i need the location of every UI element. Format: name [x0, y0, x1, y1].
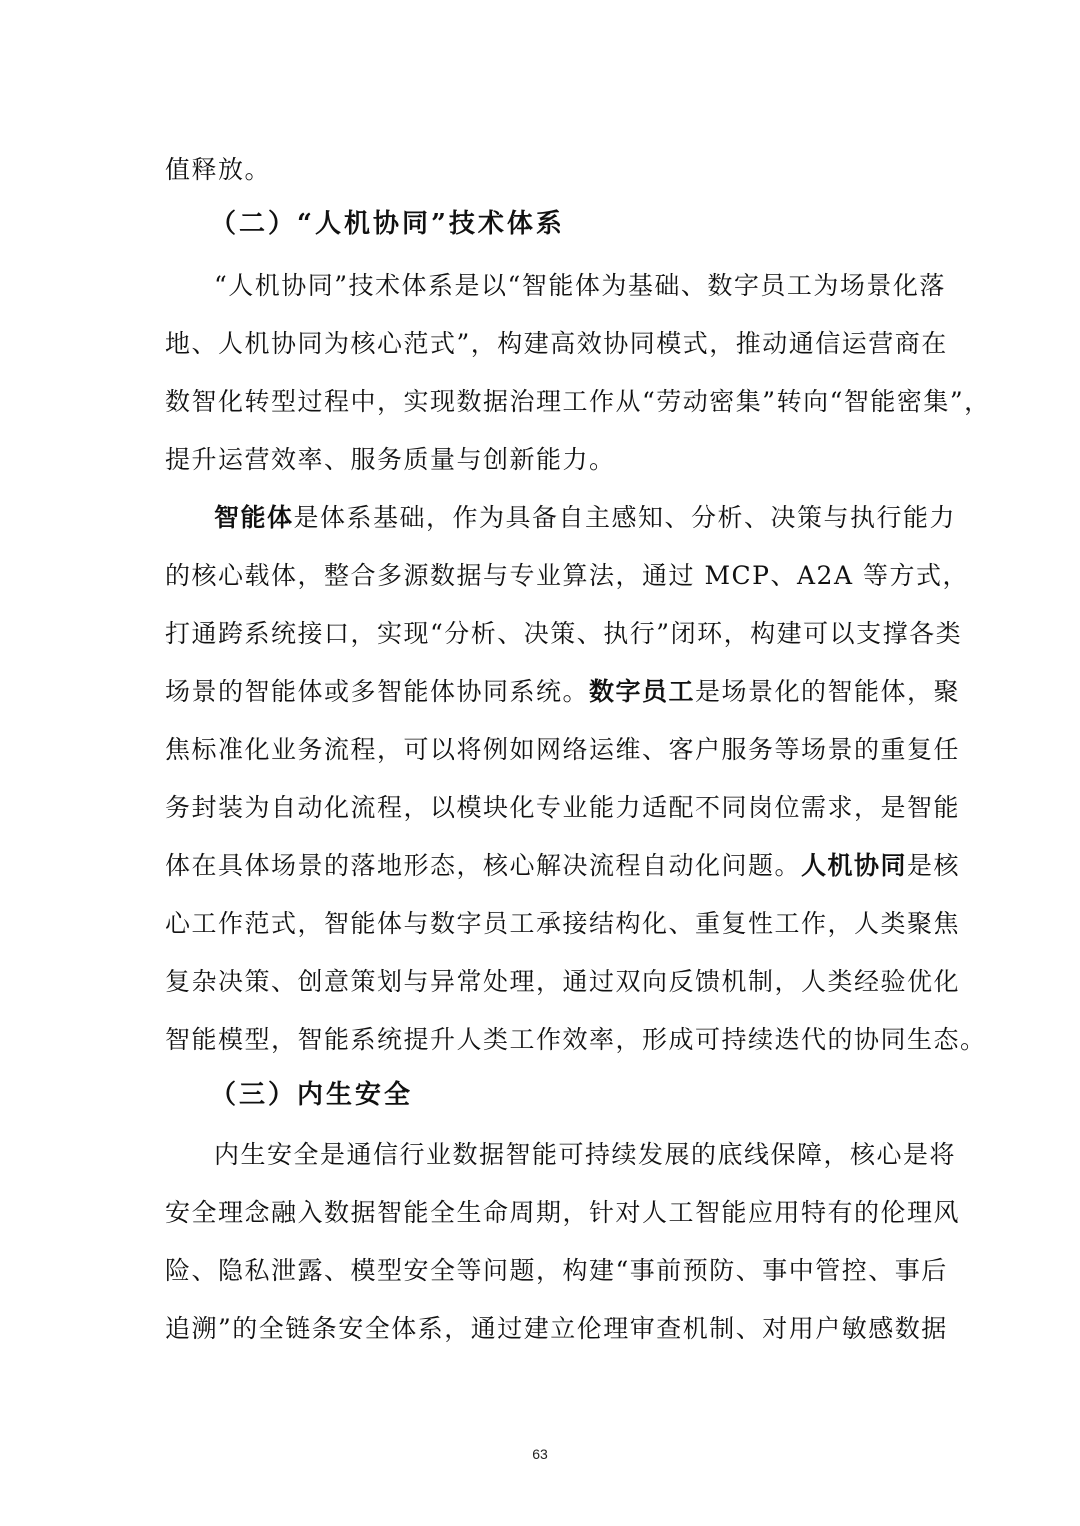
text-line: 内生安全是通信行业数据智能可持续发展的底线保障，核心是将	[214, 1140, 957, 1169]
text-span: 场景的智能体或多智能体协同系统。	[165, 677, 590, 706]
section-heading-3: （三）内生安全	[210, 1080, 414, 1110]
text-line: 焦标准化业务流程，可以将例如网络运维、客户服务等场景的重复任	[165, 735, 961, 764]
text-line: 追溯”的全链条安全体系，通过建立伦理审查机制、对用户敏感数据	[165, 1314, 948, 1343]
section-heading-2: （二）“人机协同”技术体系	[210, 209, 565, 239]
text-line: 数智化转型过程中，实现数据治理工作从“劳动密集”转向“智能密集”，	[165, 387, 991, 416]
text-line: 打通跨系统接口，实现“分析、决策、执行”闭环，构建可以支撑各类	[165, 619, 963, 648]
text-line: 安全理念融入数据智能全生命周期，针对人工智能应用特有的伦理风	[165, 1198, 961, 1227]
text-line: 提升运营效率、服务质量与创新能力。	[165, 445, 616, 474]
text-line: “人机协同”技术体系是以“智能体为基础、数字员工为场景化落	[214, 271, 946, 300]
text-line: 务封装为自动化流程，以模块化专业能力适配不同岗位需求，是智能	[165, 793, 961, 822]
text-span: 体在具体场景的落地形态，核心解决流程自动化问题。	[165, 851, 802, 880]
text-line: 的核心载体，整合多源数据与专业算法，通过 MCP、A2A 等方式，	[165, 561, 969, 590]
page-number: 63	[532, 1446, 548, 1462]
text-line: 心工作范式，智能体与数字员工承接结构化、重复性工作，人类聚焦	[165, 909, 961, 938]
text-span: 是核	[907, 851, 961, 880]
text-line: 智能模型，智能系统提升人类工作效率，形成可持续迭代的协同生态。	[165, 1025, 987, 1054]
text-span: 是场景化的智能体，聚	[695, 677, 961, 706]
text-line	[165, 674, 961, 710]
term-agent: 智能体	[214, 503, 294, 532]
term-human-machine: 人机协同	[801, 851, 908, 880]
text-line: 复杂决策、创意策划与异常处理，通过双向反馈机制，人类经验优化	[165, 967, 961, 996]
text-span: 是体系基础，作为具备自主感知、分析、决策与执行能力	[293, 503, 957, 532]
text-line	[214, 500, 957, 536]
text-line: 地、人机协同为核心范式”，构建高效协同模式，推动通信运营商在	[165, 329, 948, 358]
text-line	[165, 848, 961, 884]
text-line: 险、隐私泄露、模型安全等问题，构建“事前预防、事中管控、事后	[165, 1256, 948, 1285]
term-digital-employee: 数字员工	[589, 677, 696, 706]
text-line: 值释放。	[165, 155, 272, 184]
